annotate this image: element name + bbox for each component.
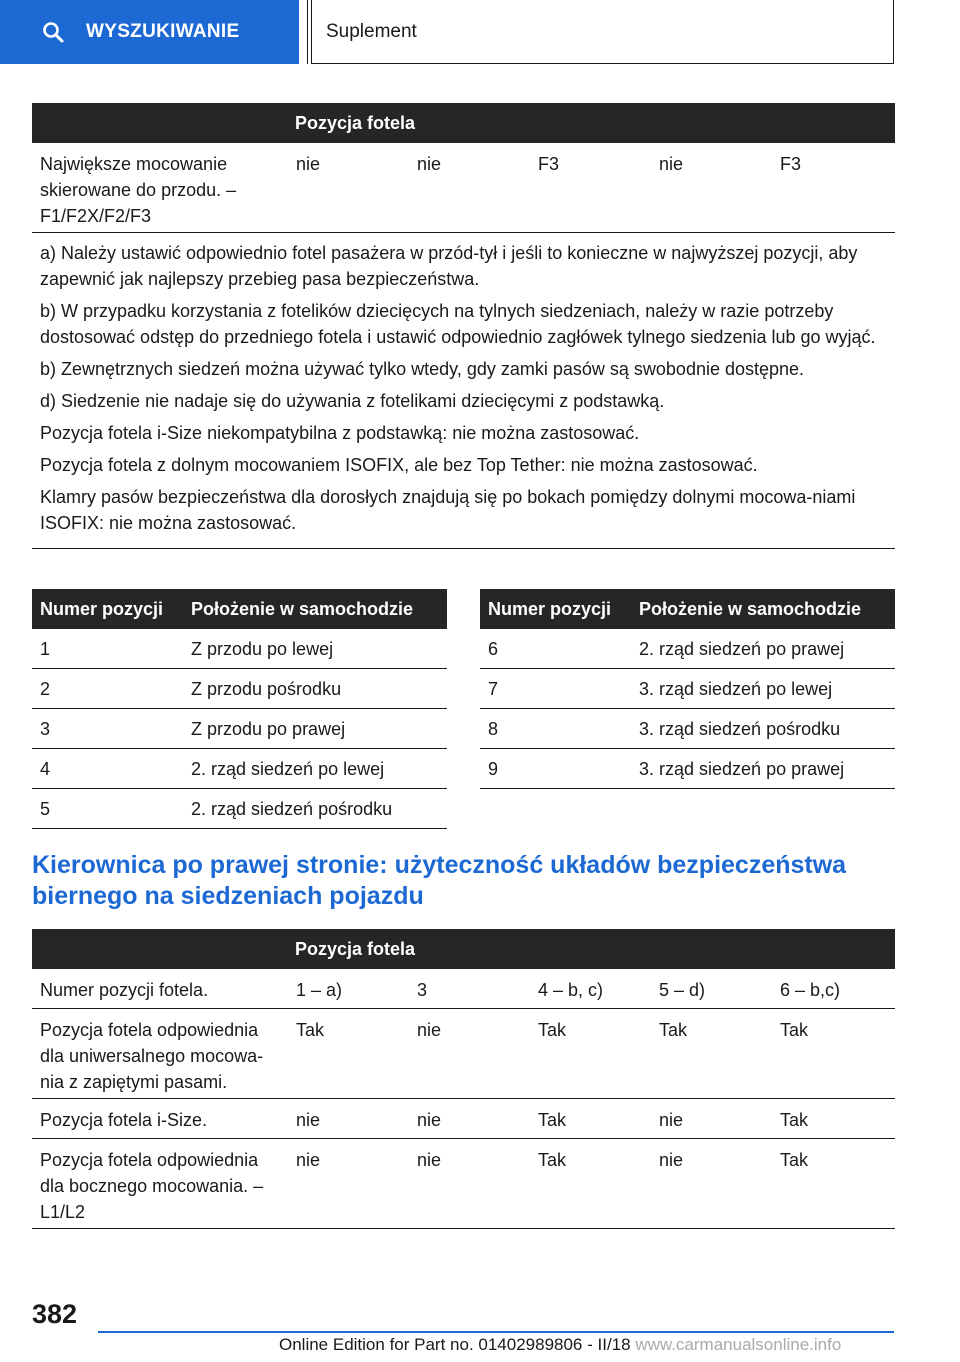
footnote: d) Siedzenie nie nadaje się do używania z fotelikami dziecięcymi z podstawką. (40, 391, 665, 411)
position-number: 8 (488, 719, 499, 739)
table-cell: Tak (780, 1020, 809, 1040)
footer-edition: Online Edition for Part no. 01402989806 - II/18 (279, 1335, 631, 1354)
table-row (32, 143, 895, 233)
table-row (32, 709, 447, 749)
position-location: 2. rząd siedzeń po prawej (639, 639, 845, 659)
table-cell: Pozycja fotela odpowiednia dla bocznego mocowania. – L1/L2 (40, 1150, 264, 1222)
table-cell: Pozycja fotela i-Size. (40, 1110, 208, 1130)
table-row (32, 749, 447, 789)
position-location: 3. rząd siedzeń po prawej (639, 759, 845, 779)
table-cell: Tak (780, 1150, 809, 1170)
table-row (32, 1099, 895, 1139)
col-position-number: Numer pozycji (488, 599, 612, 619)
table-row (32, 1139, 895, 1229)
footnote: a) Należy ustawić odpowiednio fotel pasażera w przód-tył i jeśli to konieczne w najwyższej pozycji, aby zapewnić jak najlepszy przebieg pasa bezpieczeństwa. (40, 243, 858, 289)
table-cell: nie (417, 1150, 442, 1170)
table-cell: nie (417, 1110, 442, 1130)
table-row (32, 1009, 895, 1099)
position-location: 2. rząd siedzeń po lewej (191, 759, 385, 779)
position-number: 5 (40, 799, 51, 819)
col-location: Położenie w samochodzie (639, 599, 862, 619)
table-header (32, 103, 895, 143)
footnote: Klamry pasów bezpieczeństwa dla dorosłych znajdują się po bokach pomiędzy dolnymi mocowa-niami ISOFIX: nie można zastosować. (40, 487, 856, 533)
table-cell: 1 – a) (296, 980, 343, 1000)
table-cell: 4 – b, c) (538, 980, 604, 1000)
position-number: 9 (488, 759, 499, 779)
table-row (32, 669, 447, 709)
footnote: b) W przypadku korzystania z fotelików dziecięcych na tylnych siedzeniach, należy w razie potrzeby dostosować odstęp do przedniego fotela i ustawić odpowiednio zagłówek tylnego siedzenia lub go wyjąć. (40, 301, 876, 347)
col-position-number: Numer pozycji (40, 599, 164, 619)
table-cell: Tak (780, 1110, 809, 1130)
table-cell: 5 – d) (659, 980, 706, 1000)
table-row (480, 749, 895, 789)
table-header-label: Pozycja fotela (295, 113, 416, 133)
table-cell: 3 (417, 980, 428, 1000)
table-cell: nie (659, 1110, 684, 1130)
position-number: 4 (40, 759, 51, 779)
position-location: Z przodu po lewej (191, 639, 334, 659)
table-cell: Tak (659, 1020, 688, 1040)
top-bar (0, 0, 960, 66)
footnote: b) Zewnętrznych siedzeń można używać tylko wtedy, gdy zamki pasów są swobodnie dostępne. (40, 359, 805, 379)
position-location: 2. rząd siedzeń pośrodku (191, 799, 393, 819)
table-cell: nie (659, 1150, 684, 1170)
position-number: 6 (488, 639, 499, 659)
table-cell: Tak (538, 1150, 567, 1170)
position-location: Z przodu po prawej (191, 719, 346, 739)
breadcrumb[interactable] (311, 0, 894, 64)
footnote: Pozycja fotela i-Size niekompatybilna z podstawką: nie można zastosować. (40, 423, 640, 443)
table-cell: 6 – b,c) (780, 980, 841, 1000)
page-number: 382 (32, 1299, 78, 1329)
footnote: Pozycja fotela z dolnym mocowaniem ISOFIX, ale bez Top Tether: nie można zastosować. (40, 455, 758, 475)
table-cell: Tak (538, 1020, 567, 1040)
position-location: Z przodu pośrodku (191, 679, 342, 699)
table-row (480, 709, 895, 749)
topbar-divider (307, 0, 308, 64)
table-cell: nie (296, 1150, 321, 1170)
footer (279, 1335, 841, 1355)
table-footnotes (32, 234, 895, 549)
table-cell: Tak (538, 1110, 567, 1130)
table-row (32, 629, 447, 669)
table-cell: nie (296, 1110, 321, 1130)
position-table-left (32, 589, 447, 829)
table-header (32, 589, 447, 629)
position-number: 3 (40, 719, 51, 739)
table-cell: Tak (296, 1020, 325, 1040)
footer-rule (98, 1331, 894, 1333)
table-cell: F3 (780, 154, 802, 174)
breadcrumb-label: Suplement (326, 20, 417, 42)
position-number: 2 (40, 679, 51, 699)
table-cell: nie (659, 154, 684, 174)
position-location: 3. rząd siedzeń pośrodku (639, 719, 841, 739)
seat-table-continued (32, 103, 895, 233)
table-cell: nie (296, 154, 321, 174)
position-location: 3. rząd siedzeń po lewej (639, 679, 833, 699)
table-cell: Największe mocowanie skierowane do przodu. – F1/F2X/F2/F3 (40, 154, 237, 226)
position-number: 7 (488, 679, 499, 699)
table-header-label: Pozycja fotela (295, 939, 416, 959)
footer-watermark: www.carmanualsonline.info (635, 1335, 842, 1354)
table-cell: nie (417, 154, 442, 174)
table-cell: Pozycja fotela odpowiednia dla uniwersalnego mocowa-nia z zapiętymi pasami. (40, 1020, 264, 1092)
section-title: Kierownica po prawej stronie: użyteczność układów bezpieczeństwa biernego na siedzeniach pojazdu (32, 851, 847, 910)
position-table-right (480, 589, 895, 789)
table-row (32, 789, 447, 829)
search-button[interactable] (0, 0, 299, 64)
table-cell: Numer pozycji fotela. (40, 980, 209, 1000)
search-button-label: WYSZUKIWANIE (86, 21, 240, 42)
table-cell: nie (417, 1020, 442, 1040)
table-row (32, 969, 895, 1009)
table-header (480, 589, 895, 629)
table-row (480, 629, 895, 669)
table-row (480, 669, 895, 709)
seat-table-right-hand-drive (32, 929, 895, 1229)
table-cell: F3 (538, 154, 560, 174)
col-location: Położenie w samochodzie (191, 599, 414, 619)
search-icon (42, 21, 64, 43)
table-header (32, 929, 895, 969)
position-number: 1 (40, 639, 51, 659)
